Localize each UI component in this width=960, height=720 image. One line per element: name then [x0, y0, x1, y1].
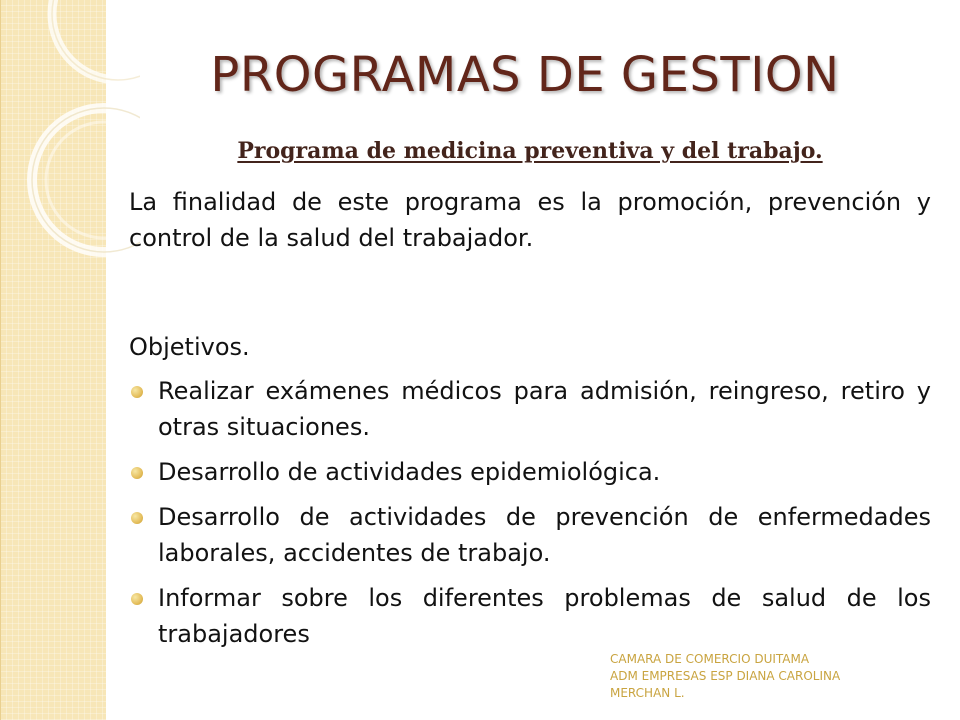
- list-item: [129, 499, 931, 571]
- list-item-text: Desarrollo de actividades epidemiológica.: [158, 458, 661, 486]
- bullet-dot-icon: [131, 593, 143, 605]
- list-item: [129, 454, 931, 490]
- objectives-heading: Objetivos.: [129, 333, 250, 361]
- footer-line-2: ADM EMPRESAS ESP DIANA CAROLINA: [610, 669, 841, 683]
- objectives-list: [129, 373, 931, 661]
- footer-line-1: CAMARA DE COMERCIO DUITAMA: [610, 652, 810, 666]
- list-item: [129, 580, 931, 652]
- list-item-text: Informar sobre los diferentes problemas de salud de los trabajadores: [158, 584, 931, 648]
- slide-subtitle: Programa de medicina preventiva y del trabajo.: [237, 138, 823, 164]
- bullet-dot-icon: [131, 467, 143, 479]
- list-item-text: Realizar exámenes médicos para admisión, reingreso, retiro y otras situaciones.: [158, 377, 931, 441]
- intro-paragraph: La finalidad de este programa es la promoción, prevención y control de la salud del trabajador.: [129, 188, 931, 252]
- bullet-dot-icon: [131, 386, 143, 398]
- footer-credit: [610, 651, 910, 702]
- footer-line-3: MERCHAN L.: [610, 686, 685, 700]
- slide-title: PROGRAMAS DE GESTION: [210, 47, 840, 103]
- list-item: [129, 373, 931, 445]
- list-item-text: Desarrollo de actividades de prevención de enfermedades laborales, accidentes de trabajo.: [158, 503, 931, 567]
- bullet-dot-icon: [131, 512, 143, 524]
